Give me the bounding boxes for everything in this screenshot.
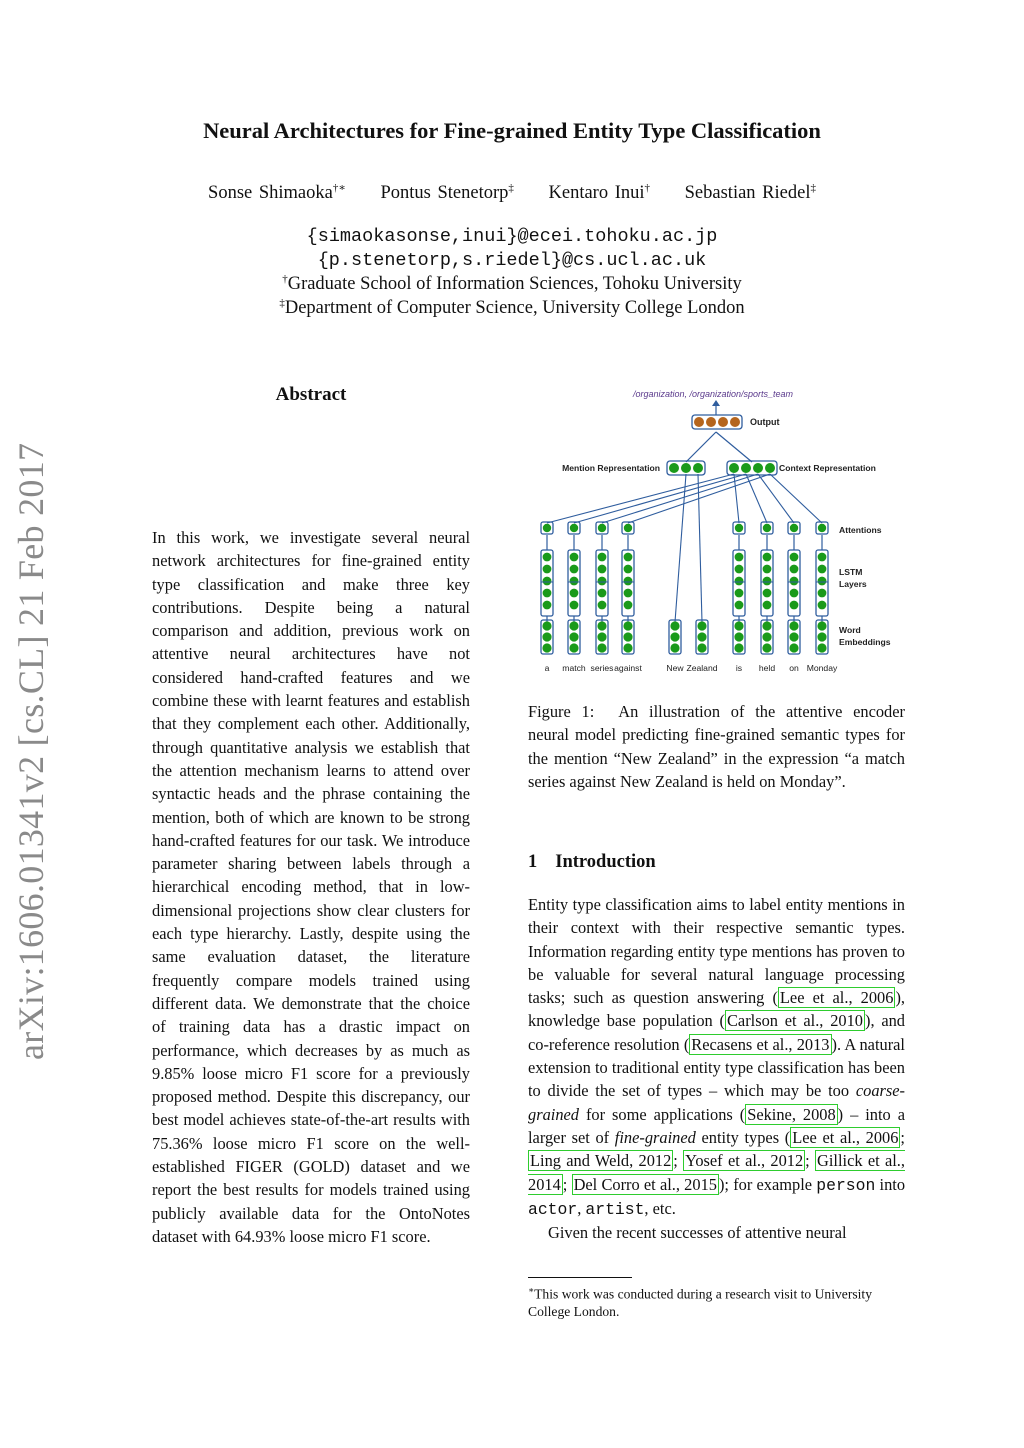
intro-text: ) – into a larger set of	[528, 1104, 905, 1147]
embedding-node	[670, 643, 679, 652]
embedding-node	[789, 621, 798, 630]
citation-link[interactable]: Del Corro et al., 2015	[573, 1174, 717, 1194]
embedding-node	[569, 643, 578, 652]
lstm-node	[763, 553, 772, 562]
embedding-node	[789, 643, 798, 652]
lstm-node	[598, 601, 607, 610]
lstm-node	[735, 553, 744, 562]
intro-emphasis: fine-grained	[614, 1127, 696, 1147]
output-label: Output	[750, 417, 780, 427]
context-to-output-link	[716, 432, 752, 462]
attention-to-context-link	[547, 474, 734, 523]
intro-text: ), knowledge base population (	[528, 988, 905, 1031]
citation-link[interactable]: Sekine, 2008	[747, 1104, 836, 1124]
embedding-node	[697, 643, 706, 652]
lstm-label-line1: LSTM	[839, 567, 863, 577]
input-word: held	[758, 663, 776, 673]
section-title: Introduction	[555, 852, 656, 872]
embedding-node	[697, 632, 706, 641]
lstm-node	[818, 553, 827, 562]
paper-title: Neural Architectures for Fine-grained Entity Type Classification	[203, 118, 821, 143]
introduction-text: Entity type classification aims to label entity mentions in their context with their respective semantic types. Information regarding entity type mentions has proven to be valuable for several natural language processing tasks; such as question answering ( Lee et al., 2006 ), knowledge base population ( Carlson et al., 2010 ), and co-reference resolution ( Recasens et al., 2013 ). A natural extension to traditional entity type classification has been to divide the set of types – which may be too coarse-grained for some applications ( Sekine, 2008 ) – into a larger set of fine-grained entity types ( Lee et al., 2006 ; Ling and Weld, 2012 ; Yosef et al., 2012 ; Gillick et al., 2014 ; Del Corro et al., 2015 ); for example person into actor, artist, etc. Given the recent successes of attentive neural	[528, 893, 905, 1244]
lstm-node	[790, 577, 799, 586]
embedding-node	[569, 632, 578, 641]
intro-text: Entity type classification aims to label entity mentions in their context with their respective semantic types. Information regarding entity type mentions has proven to be valuable for several natural language processing tasks; such as question answering (	[528, 895, 905, 1008]
affiliation-text: Graduate School of Information Sciences, Tohoku University	[287, 274, 742, 295]
lstm-node	[790, 565, 799, 574]
output-type-labels: /organization, /organization/sports_team	[632, 389, 794, 399]
embedding-node	[542, 632, 551, 641]
figure-1	[528, 382, 908, 682]
author-mark: †∗	[332, 182, 346, 194]
attention-to-context-link	[734, 474, 739, 523]
abstract-heading: Abstract	[275, 384, 347, 405]
input-word: Zealand	[686, 663, 718, 673]
lstm-node	[790, 553, 799, 562]
figure-caption	[528, 700, 905, 793]
mention-to-output-link	[686, 432, 716, 462]
lstm-node	[598, 553, 607, 562]
embedding-node	[542, 643, 551, 652]
lstm-node	[543, 553, 552, 562]
section-number: 1	[528, 852, 538, 872]
author	[380, 183, 513, 203]
lstm-node	[763, 577, 772, 586]
lstm-node	[570, 577, 579, 586]
email-line-1: {simaokasonse,inui}@ecei.tohoku.ac.jp	[306, 226, 718, 247]
attention-node	[624, 524, 632, 532]
lstm-node	[790, 589, 799, 598]
caption-text: An illustration of the attentive encoder neural model predicting fine-grained semantic types for the mention “New Zealand” in the expression “a match series against New Zealand is held on Monday”.	[528, 702, 905, 791]
intro-code: person	[816, 1175, 876, 1195]
mention-representation-node	[693, 463, 703, 473]
lstm-node	[543, 589, 552, 598]
arxiv-identifier: arXiv:1606.01341v2 [cs.CL] 21 Feb 2017	[11, 442, 51, 1060]
lstm-node	[735, 589, 744, 598]
abstract-text: In this work, we investigate several neural network architectures for fine-grained entity type classification and make three key contributions. Despite being a natural comparison and addition, previous work on attentive neural architectures have not considered hand-crafted features and we combine these with learnt features and establish that they complement each other. Additionally, through quantitative analysis we establish that the attention mechanism learns to attend over syntactic heads and the phrase containing the mention, both of which are known to be strong hand-crafted features for our task. We introduce parameter sharing between labels through a hierarchical encoding method, that in low-dimensional projections show clear clusters for each type hierarchy. Lastly, despite using the same evaluation dataset, the literature frequently compare models trained using different data. We demonstrate that the choice of training data has a drastic impact on performance, which decreases by as much as 9.85% loose micro F1 score for a previously proposed method. Despite this discrepancy, our best model achieves state-of-the-art results with 75.36% loose micro F1 score on the well-established FIGER (GOLD) dataset and we report the best results for models trained using publicly available data for the OntoNotes dataset with 64.93% loose micro F1 score.	[152, 528, 470, 1246]
output-arrowhead	[712, 400, 720, 406]
embedding-node	[734, 643, 743, 652]
embedding-node	[734, 621, 743, 630]
lstm-label-line2: Layers	[839, 579, 867, 589]
author	[208, 183, 346, 203]
intro-text: for some applications (	[579, 1104, 746, 1124]
embedding-node	[597, 632, 606, 641]
attention-node	[735, 524, 743, 532]
citation-link[interactable]: Yosef et al., 2012	[685, 1151, 804, 1171]
embedding-node	[762, 632, 771, 641]
lstm-node	[624, 553, 633, 562]
author-mark: ‡	[810, 182, 816, 194]
attention-node	[818, 524, 826, 532]
section-heading	[528, 852, 656, 873]
author-name: Kentaro Inui	[548, 183, 645, 204]
citation-link[interactable]: Carlson et al., 2010	[726, 1011, 863, 1031]
embedding-node	[762, 643, 771, 652]
context-representation-node	[765, 463, 775, 473]
intro-paragraph-2: Given the recent successes of attentive neural	[548, 1223, 847, 1243]
output-node	[706, 417, 716, 427]
intro-text: entity types (	[695, 1127, 791, 1147]
context-representation-label: Context Representation	[779, 463, 876, 473]
embedding-node	[762, 621, 771, 630]
lstm-node	[543, 601, 552, 610]
author	[685, 183, 816, 203]
input-word: New	[666, 663, 684, 673]
lstm-node	[570, 553, 579, 562]
architecture-diagram	[528, 382, 908, 682]
attention-to-context-link	[574, 474, 746, 523]
attention-node	[763, 524, 771, 532]
lstm-node	[598, 577, 607, 586]
input-word: on	[789, 663, 799, 673]
context-representation-node	[729, 463, 739, 473]
embedding-node	[542, 621, 551, 630]
footnote	[528, 1282, 905, 1320]
intro-text: into	[875, 1174, 906, 1194]
citation-link[interactable]: Ling and Weld, 2012	[530, 1151, 672, 1171]
lstm-node	[570, 589, 579, 598]
embeddings-label-line2: Embeddings	[839, 637, 891, 647]
embedding-to-mention-link	[675, 474, 686, 622]
footnote-text: This work was conducted during a research visit to University College London.	[528, 1286, 872, 1319]
citation-link[interactable]: Gillick et al., 2014	[528, 1151, 905, 1194]
author-name: Pontus Stenetorp	[380, 183, 509, 204]
lstm-node	[624, 589, 633, 598]
embeddings-label-line1: Word	[839, 625, 861, 635]
attention-node	[543, 524, 551, 532]
intro-text: ), and co-reference resolution (	[528, 1011, 905, 1054]
lstm-node	[624, 565, 633, 574]
author-name: Sonse Shimaoka	[208, 183, 333, 204]
intro-code: actor	[528, 1199, 578, 1219]
affiliation-1	[0, 273, 1024, 295]
lstm-node	[763, 589, 772, 598]
input-word: series	[590, 663, 614, 673]
input-word: match	[562, 663, 586, 673]
embedding-node	[623, 632, 632, 641]
lstm-node	[763, 565, 772, 574]
embedding-node	[569, 621, 578, 630]
attentions-label: Attentions	[839, 525, 882, 535]
email-line-2: {p.stenetorp,s.riedel}@cs.ucl.ac.uk	[317, 250, 707, 271]
citation-link[interactable]: Lee et al., 2006	[792, 1127, 899, 1147]
citation-link[interactable]: Lee et al., 2006	[779, 988, 894, 1008]
context-representation-node	[741, 463, 751, 473]
embedding-node	[670, 632, 679, 641]
lstm-node	[543, 577, 552, 586]
author-name: Sebastian Riedel	[684, 183, 811, 204]
intro-text: ); for example	[718, 1174, 817, 1194]
intro-emphasis: coarse-grained	[528, 1081, 905, 1124]
mention-representation-label: Mention Representation	[562, 463, 660, 473]
input-word: Monday	[806, 663, 838, 673]
affiliation-mark: †	[282, 273, 288, 285]
affiliation-mark: ‡	[279, 297, 285, 309]
context-representation-node	[753, 463, 763, 473]
output-node	[730, 417, 740, 427]
attention-to-context-link	[770, 474, 822, 523]
embedding-node	[623, 621, 632, 630]
embedding-node	[623, 643, 632, 652]
caption-label: Figure 1:	[528, 702, 595, 721]
input-word: is	[735, 663, 743, 673]
embedding-node	[817, 621, 826, 630]
attention-node	[598, 524, 606, 532]
embedding-node	[697, 621, 706, 630]
embedding-node	[597, 621, 606, 630]
lstm-node	[543, 565, 552, 574]
author-list	[0, 181, 1024, 204]
intro-text: ). A natural extension to traditional entity type classification has been to divide the set of types – which may be too	[528, 1034, 905, 1101]
intro-text: , etc.	[644, 1198, 676, 1218]
affiliation-2	[0, 297, 1024, 319]
output-node	[718, 417, 728, 427]
embedding-node	[817, 632, 826, 641]
embedding-to-mention-link	[698, 474, 702, 622]
mention-representation-node	[681, 463, 691, 473]
attention-node	[570, 524, 578, 532]
lstm-node	[735, 565, 744, 574]
lstm-node	[818, 565, 827, 574]
embedding-node	[734, 632, 743, 641]
output-node	[694, 417, 704, 427]
mention-representation-node	[669, 463, 679, 473]
lstm-node	[624, 577, 633, 586]
affiliation-text: Department of Computer Science, University College London	[284, 298, 745, 319]
input-word: a	[544, 663, 550, 673]
author-mark: ‡	[508, 182, 514, 194]
lstm-node	[818, 601, 827, 610]
lstm-node	[570, 601, 579, 610]
lstm-node	[598, 589, 607, 598]
lstm-node	[735, 577, 744, 586]
embedding-node	[789, 632, 798, 641]
lstm-node	[763, 601, 772, 610]
input-word: against	[614, 663, 642, 673]
lstm-node	[818, 589, 827, 598]
footnote-mark: ∗	[528, 1285, 535, 1295]
lstm-node	[818, 577, 827, 586]
citation-link[interactable]: Recasens et al., 2013	[691, 1034, 830, 1054]
intro-code: artist	[585, 1199, 645, 1219]
attention-node	[790, 524, 798, 532]
embedding-node	[817, 643, 826, 652]
embedding-node	[670, 621, 679, 630]
author	[549, 183, 651, 203]
lstm-node	[735, 601, 744, 610]
lstm-node	[624, 601, 633, 610]
author-mark: †	[644, 182, 651, 194]
lstm-node	[790, 601, 799, 610]
lstm-node	[598, 565, 607, 574]
footnote-divider	[528, 1277, 632, 1278]
lstm-node	[570, 565, 579, 574]
embedding-node	[597, 643, 606, 652]
